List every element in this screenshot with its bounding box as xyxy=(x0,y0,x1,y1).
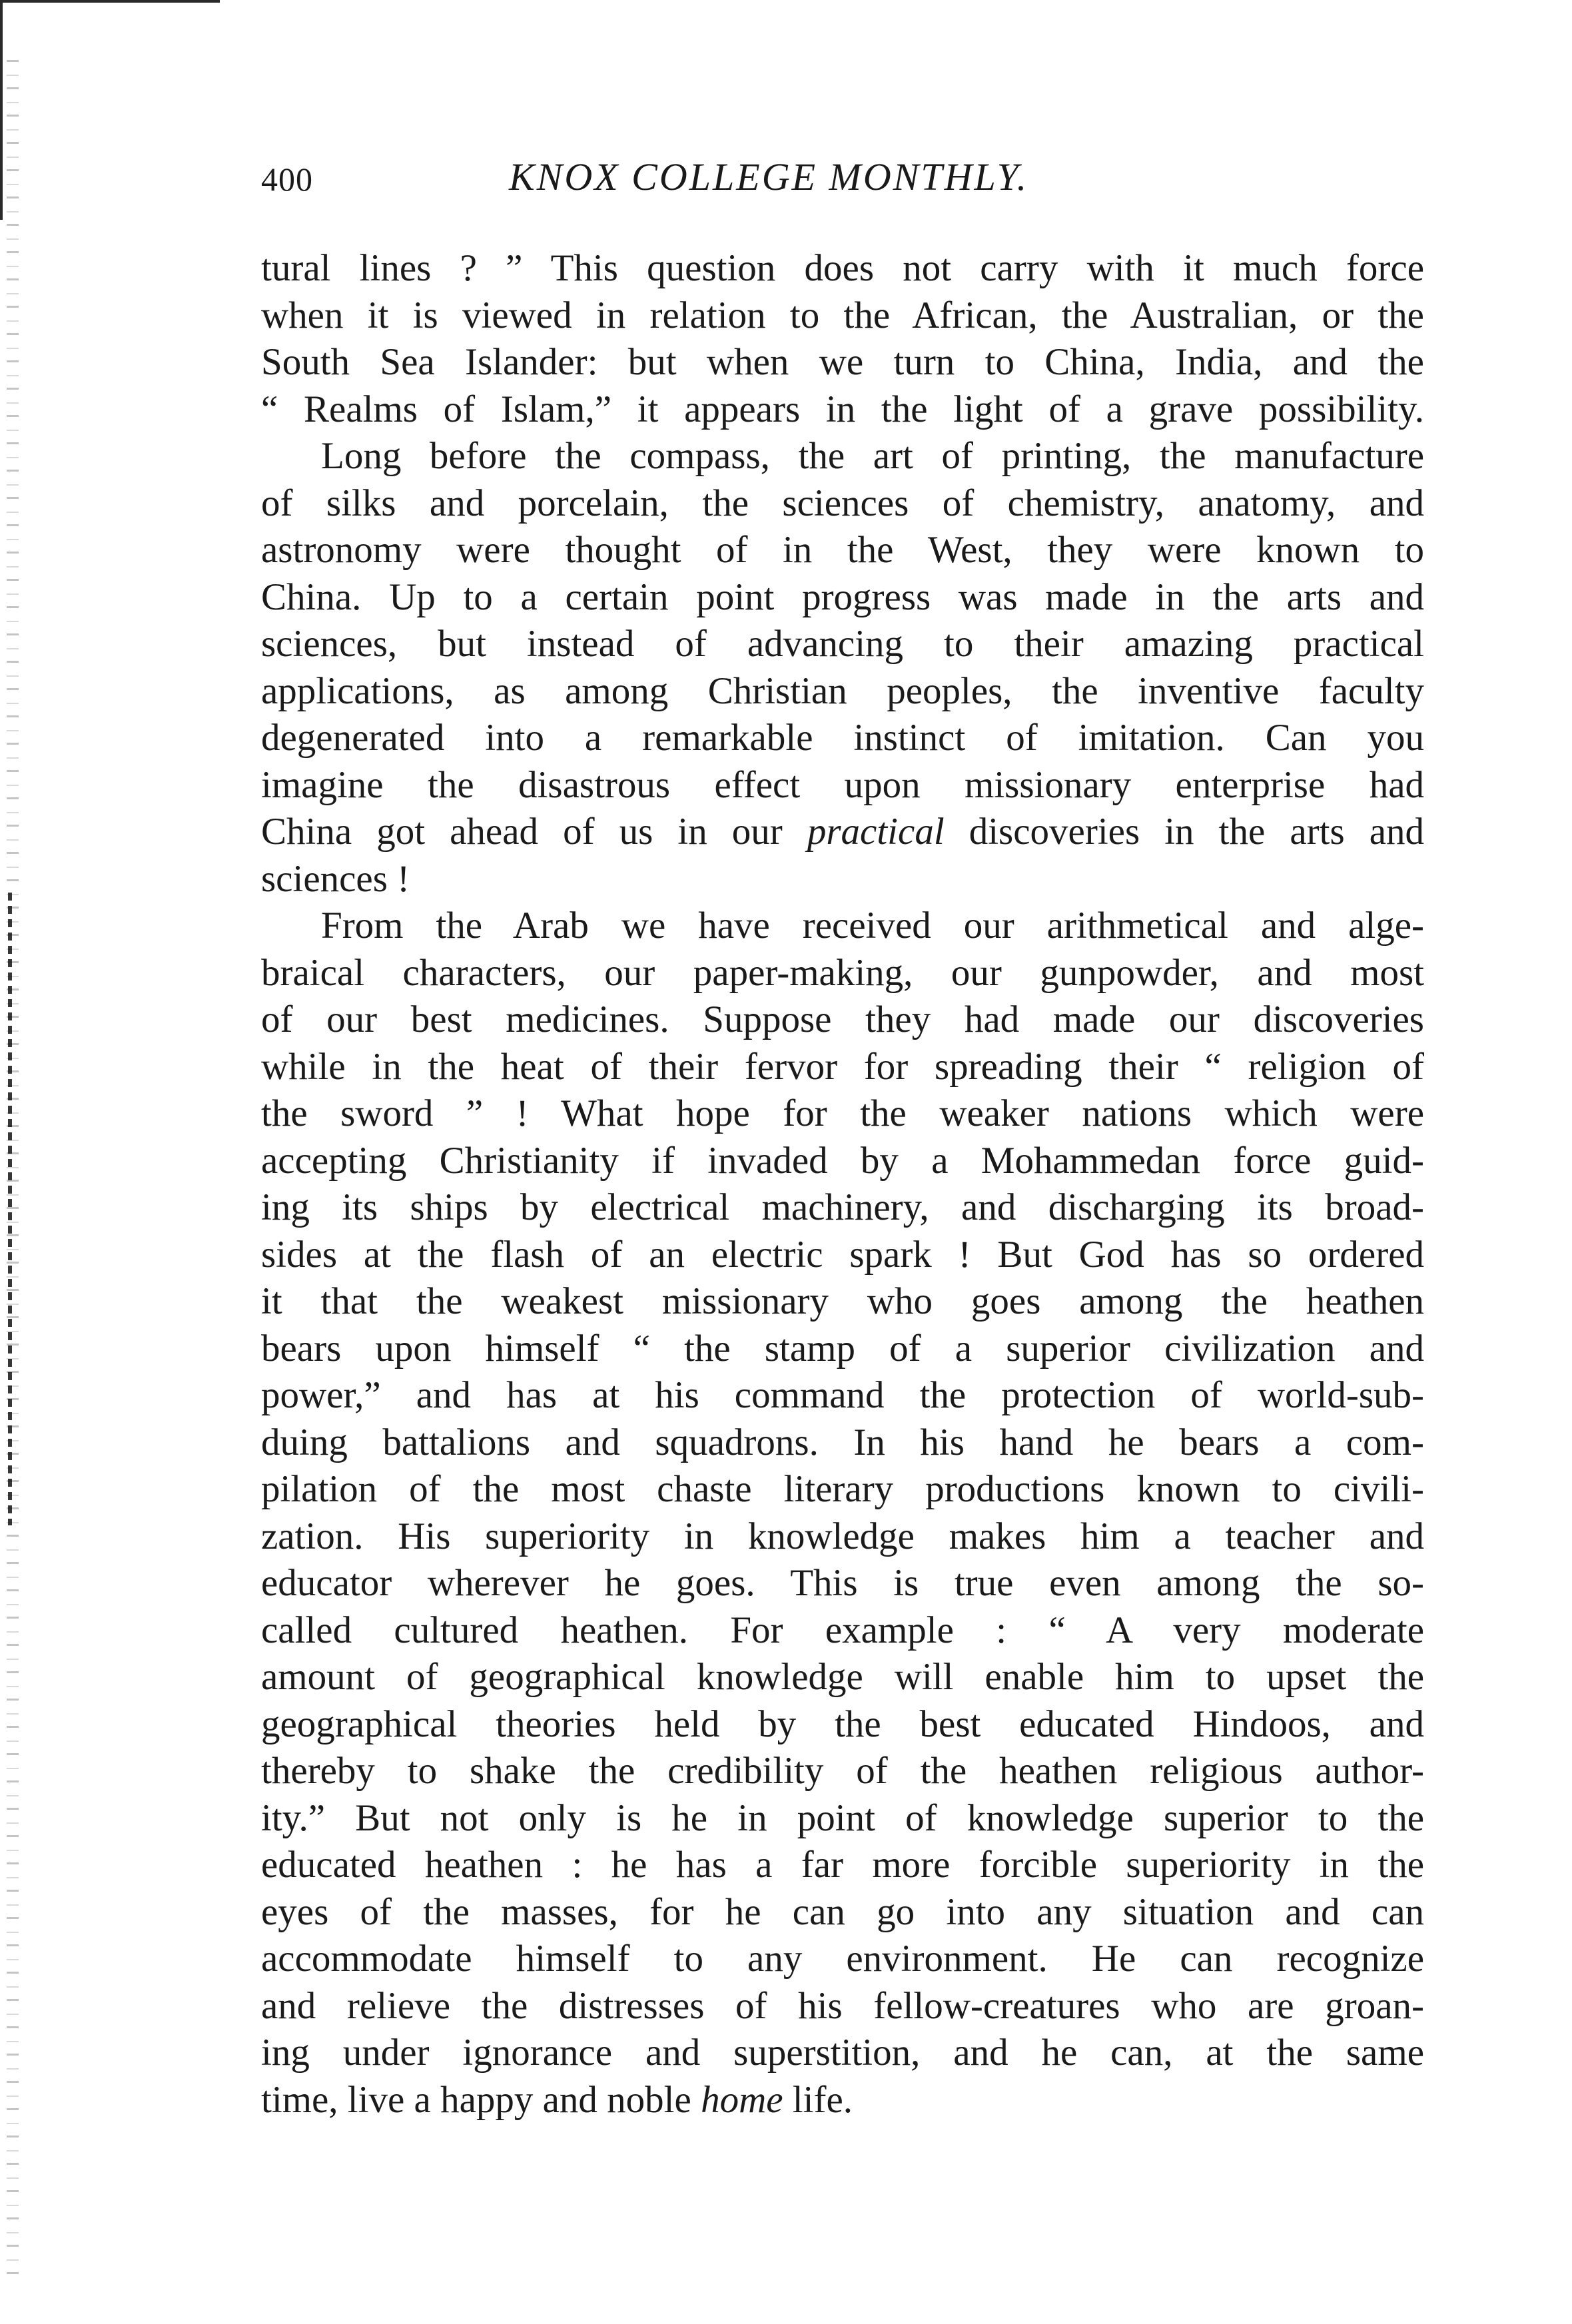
text-line: imagine the disastrous effect upon missionary enterprise had xyxy=(261,763,1424,806)
scan-gutter-dark-marks xyxy=(8,893,12,1525)
text-line: educated heathen : he has a far more forcible superiority in the xyxy=(261,1844,1424,1886)
text-line: thereby to shake the credibility of the heathen religious author- xyxy=(261,1750,1424,1792)
text-line-start: China got ahead of us in our xyxy=(261,811,807,853)
text-line: it that the weakest missionary who goes among the heathen xyxy=(261,1280,1424,1322)
text-line: duing battalions and squadrons. In his hand he bears a com- xyxy=(261,1421,1424,1463)
italic-practical: practical xyxy=(807,811,945,853)
text-line: ing its ships by electrical machinery, and discharging its broad- xyxy=(261,1186,1424,1228)
text-line: pilation of the most chaste literary productions known to civili- xyxy=(261,1468,1424,1510)
text-line: amount of geographical knowledge will enable him to upset the xyxy=(261,1656,1424,1698)
text-line-start: time, live a happy and noble xyxy=(261,2078,701,2121)
text-line-end: life. xyxy=(783,2078,853,2121)
page-header xyxy=(261,155,1427,208)
body-text xyxy=(261,245,1424,2124)
text-line: South Sea Islander: but when we turn to China, India, and the xyxy=(261,341,1424,383)
text-line: educator wherever he goes. This is true even among the so- xyxy=(261,1562,1424,1604)
text-line-end: discoveries in the arts and xyxy=(944,811,1424,853)
text-line: accepting Christianity if invaded by a Mohammedan force guid- xyxy=(261,1139,1424,1182)
running-title: KNOX COLLEGE MONTHLY. xyxy=(509,155,1029,198)
text-line: China. Up to a certain point progress was made in the arts and xyxy=(261,576,1424,618)
text-line: tural lines ? ” This question does not carry with it much force xyxy=(261,247,1424,289)
text-line: sides at the flash of an electric spark ! But God has so ordered xyxy=(261,1233,1424,1276)
text-line: of silks and porcelain, the sciences of chemistry, anatomy, and xyxy=(261,482,1424,524)
text-line: and relieve the distresses of his fellow-creatures who are groan- xyxy=(261,1984,1424,2027)
scan-corner-left xyxy=(0,0,3,220)
text-line xyxy=(261,809,1424,856)
text-line-paragraph-start: From the Arab we have received our arithmetical and alge- xyxy=(321,905,1424,947)
text-line-paragraph-start: Long before the compass, the art of printing, the manufacture xyxy=(321,435,1424,477)
scan-corner-top xyxy=(0,0,220,3)
text-line: applications, as among Christian peoples, the inventive faculty xyxy=(261,669,1424,712)
text-line xyxy=(261,386,1424,434)
text-line: ity.” But not only is he in point of knowledge superior to the xyxy=(261,1796,1424,1839)
page-number: 400 xyxy=(261,161,313,198)
text-line: astronomy were thought of in the West, they were known to xyxy=(261,529,1424,571)
text-line: called cultured heathen. For example : “ A very moderate xyxy=(261,1609,1424,1651)
text-line: the sword ” ! What hope for the weaker nations which were xyxy=(261,1092,1424,1134)
islam-line-text: “ Realms of Islam,” it appears in the light of a grave possibility. xyxy=(261,388,1424,430)
text-line-paragraph-end: sciences ! xyxy=(261,857,410,900)
text-line: ing under ignorance and superstition, and he can, at the same xyxy=(261,2032,1424,2074)
text-line-final xyxy=(261,2077,1424,2124)
text-line: eyes of the masses, for he can go into any situation and can xyxy=(261,1890,1424,1933)
text-line: power,” and has at his command the protection of world-sub- xyxy=(261,1374,1424,1416)
text-line: geographical theories held by the best educated Hindoos, and xyxy=(261,1703,1424,1745)
text-line: bears upon himself “ the stamp of a superior civilization and xyxy=(261,1327,1424,1369)
text-line: when it is viewed in relation to the African, the Australian, or the xyxy=(261,294,1424,336)
text-line: of our best medicines. Suppose they had made our discoveries xyxy=(261,998,1424,1040)
text-line: while in the heat of their fervor for spreading their “ religion of xyxy=(261,1045,1424,1088)
text-line: braical characters, our paper-making, our gunpowder, and most xyxy=(261,951,1424,994)
text-line: sciences, but instead of advancing to their amazing practical xyxy=(261,623,1424,665)
italic-home: home xyxy=(701,2078,783,2121)
text-line: degenerated into a remarkable instinct of imitation. Can you xyxy=(261,717,1424,759)
text-line: zation. His superiority in knowledge makes him a teacher and xyxy=(261,1515,1424,1557)
text-line: accommodate himself to any environment. He can recognize xyxy=(261,1938,1424,1980)
